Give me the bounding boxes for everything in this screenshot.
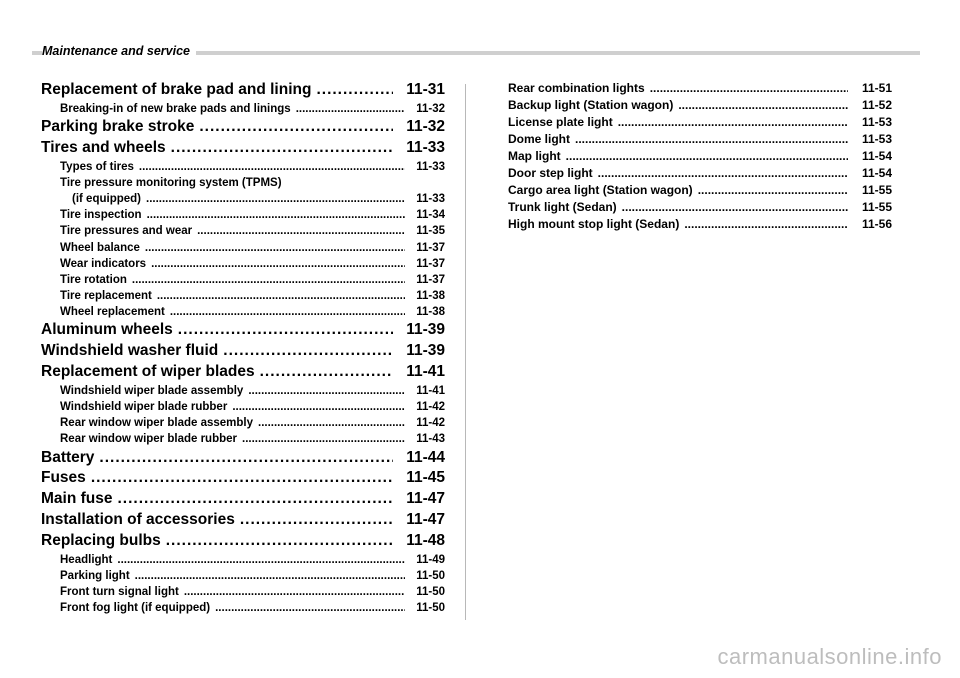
- toc-entry-title: High mount stop light (Sedan): [508, 217, 680, 231]
- toc-entry[interactable]: [41, 468, 445, 489]
- dot-leader: [684, 216, 848, 233]
- toc-entry[interactable]: [41, 207, 445, 223]
- toc-entry-title: Door step light: [508, 166, 593, 180]
- dot-leader: [197, 223, 405, 239]
- toc-entry-page: 11-45: [406, 469, 445, 487]
- toc-entry[interactable]: [508, 216, 892, 233]
- toc-entry-title: Parking light: [60, 569, 130, 582]
- toc-entry-title: Tire inspection: [60, 209, 142, 222]
- toc-entry-page: 11-38: [416, 290, 445, 303]
- toc-entry[interactable]: [508, 131, 892, 148]
- dot-leader: [91, 468, 393, 489]
- toc-entry-page: 11-41: [406, 363, 445, 381]
- toc-entry-title: Types of tires: [60, 160, 134, 173]
- dot-leader: [260, 362, 393, 383]
- dot-leader: [139, 159, 405, 175]
- toc-entry-title: Map light: [508, 149, 561, 163]
- dot-leader: [258, 415, 405, 431]
- dot-leader: [650, 80, 848, 97]
- dot-leader: [166, 531, 393, 552]
- dot-leader: [145, 240, 405, 256]
- toc-right-column: [508, 80, 892, 233]
- watermark: carmanualsonline.info: [717, 644, 942, 669]
- dot-leader: [146, 191, 405, 207]
- toc-entry-page: 11-47: [406, 510, 445, 528]
- dot-leader: [566, 148, 848, 165]
- toc-entry-page: 11-42: [416, 401, 445, 414]
- toc-entry-page: 11-50: [416, 585, 445, 598]
- toc-entry-page: 11-52: [861, 98, 892, 112]
- toc-entry-page: 11-51: [861, 81, 892, 95]
- dot-leader: [199, 117, 393, 138]
- toc-entry[interactable]: [41, 552, 445, 568]
- dot-leader: [575, 131, 848, 148]
- toc-entry-page: 11-37: [416, 257, 445, 270]
- dot-leader: [117, 552, 405, 568]
- toc-entry-title: Backup light (Station wagon): [508, 98, 674, 112]
- toc-entry-title: Main fuse: [41, 490, 113, 508]
- toc-entry[interactable]: [508, 199, 892, 216]
- toc-entry-title: Front turn signal light: [60, 585, 179, 598]
- toc-entry-page: 11-53: [861, 115, 892, 129]
- dot-leader: [296, 101, 405, 117]
- toc-entry-page: 11-37: [416, 241, 445, 254]
- column-divider: [465, 84, 466, 620]
- toc-entry-title: Rear combination lights: [508, 81, 645, 95]
- toc-entry-title: Fuses: [41, 469, 86, 487]
- toc-entry-title: Replacing bulbs: [41, 531, 161, 549]
- toc-entry-page: 11-44: [406, 448, 445, 466]
- toc-entry-page: 11-53: [861, 132, 892, 146]
- toc-entry[interactable]: [41, 383, 445, 399]
- toc-entry[interactable]: [41, 399, 445, 415]
- dot-leader: [132, 272, 405, 288]
- toc-entry-title: Replacement of wiper blades: [41, 363, 255, 381]
- dot-leader: [248, 383, 405, 399]
- toc-entry-title: Aluminum wheels: [41, 321, 173, 339]
- toc-entry-page: 11-32: [406, 117, 445, 135]
- toc-entry[interactable]: [41, 568, 445, 584]
- dot-leader: [157, 288, 405, 304]
- toc-entry[interactable]: [41, 489, 445, 510]
- toc-entry-title: Battery: [41, 448, 95, 466]
- toc-entry[interactable]: [41, 159, 445, 175]
- toc-entry-page: 11-47: [406, 490, 445, 508]
- toc-entry[interactable]: [508, 165, 892, 182]
- toc-entry[interactable]: [41, 431, 445, 447]
- dot-leader: [135, 568, 405, 584]
- toc-entry-title: License plate light: [508, 115, 613, 129]
- toc-entry-title: (if equipped): [72, 192, 141, 205]
- toc-entry-page: 11-50: [416, 569, 445, 582]
- dot-leader: [147, 207, 405, 223]
- toc-entry-page: 11-41: [416, 384, 445, 397]
- toc-entry-page: 11-48: [406, 531, 445, 549]
- dot-leader: [117, 489, 393, 510]
- toc-entry-title: Front fog light (if equipped): [60, 602, 211, 615]
- section-title: Maintenance and service: [42, 44, 196, 58]
- toc-entry-page: 11-32: [416, 102, 445, 115]
- toc-entry-page: 11-50: [416, 602, 445, 615]
- toc-entry-title: Trunk light (Sedan): [508, 200, 617, 214]
- dot-leader: [618, 114, 848, 131]
- toc-entry-page: 11-31: [406, 81, 445, 98]
- dot-leader: [598, 165, 848, 182]
- toc-entry-page: 11-42: [416, 417, 445, 430]
- toc-entry-page: 11-55: [861, 183, 892, 197]
- dot-leader: [170, 304, 405, 320]
- dot-leader: [184, 584, 405, 600]
- toc-entry-title: Installation of accessories: [41, 510, 235, 528]
- toc-entry[interactable]: [41, 448, 445, 469]
- toc-entry-page: 11-35: [416, 225, 445, 238]
- toc-entry-title: Replacement of brake pad and lining: [41, 81, 312, 98]
- toc-entry[interactable]: [41, 584, 445, 600]
- toc-entry[interactable]: [41, 272, 445, 288]
- toc-entry-title: Tire pressure monitoring system (TPMS): [60, 176, 282, 189]
- dot-leader: [178, 320, 393, 341]
- toc-entry[interactable]: [41, 415, 445, 431]
- dot-leader: [151, 256, 405, 272]
- toc-entry-title: Wheel replacement: [60, 306, 165, 319]
- toc-entry-title: Headlight: [60, 553, 113, 566]
- toc-entry-page: 11-54: [861, 149, 892, 163]
- toc-entry[interactable]: [41, 223, 445, 239]
- toc-entry[interactable]: [41, 320, 445, 341]
- toc-entry-page: 11-39: [406, 342, 445, 360]
- toc-entry-page: 11-43: [416, 433, 445, 446]
- toc-entry[interactable]: [41, 288, 445, 304]
- toc-entry[interactable]: [41, 531, 445, 552]
- toc-entry-title: Tire pressures and wear: [60, 225, 193, 238]
- dot-leader: [240, 510, 393, 531]
- toc-entry-title: Parking brake stroke: [41, 117, 195, 135]
- toc-entry-title: Wheel balance: [60, 241, 140, 254]
- toc-entry-page: 11-33: [416, 192, 445, 205]
- toc-entry[interactable]: [41, 175, 445, 191]
- toc-entry-page: 11-55: [861, 200, 892, 214]
- toc-entry-page: 11-34: [416, 209, 445, 222]
- toc-entry[interactable]: [41, 600, 445, 616]
- toc-entry[interactable]: [508, 148, 892, 165]
- toc-entry[interactable]: [41, 240, 445, 256]
- toc-entry-page: 11-33: [406, 138, 445, 156]
- toc-entry-title: Breaking-in of new brake pads and linings: [60, 102, 291, 115]
- toc-entry[interactable]: [41, 304, 445, 320]
- dot-leader: [99, 448, 393, 469]
- dot-leader: [171, 138, 393, 159]
- toc-entry[interactable]: [41, 510, 445, 531]
- toc-entry[interactable]: [41, 138, 445, 159]
- dot-leader: [232, 399, 405, 415]
- toc-entry-title: Rear window wiper blade assembly: [60, 417, 254, 430]
- dot-leader: [678, 97, 848, 114]
- dot-leader: [622, 199, 848, 216]
- toc-entry-page: 11-49: [416, 553, 445, 566]
- toc-entry-page: 11-33: [416, 160, 445, 173]
- toc-entry[interactable]: [508, 97, 892, 114]
- toc-entry[interactable]: [41, 80, 445, 101]
- toc-entry[interactable]: [41, 362, 445, 383]
- toc-entry-page: 11-37: [416, 273, 445, 286]
- toc-entry-title: Wear indicators: [60, 257, 147, 270]
- toc-entry[interactable]: [508, 114, 892, 131]
- toc-entry-title: Windshield wiper blade assembly: [60, 384, 244, 397]
- toc-entry-title: Tire replacement: [60, 290, 152, 303]
- toc-entry[interactable]: [508, 80, 892, 97]
- toc-entry-title: Tire rotation: [60, 273, 127, 286]
- toc-entry-title: Rear window wiper blade rubber: [60, 433, 238, 446]
- toc-entry[interactable]: [41, 256, 445, 272]
- dot-leader: [242, 431, 405, 447]
- dot-leader: [223, 341, 393, 362]
- dot-leader: [698, 182, 848, 199]
- toc-entry[interactable]: [508, 182, 892, 199]
- toc-entry-page: 11-39: [406, 321, 445, 339]
- toc-entry[interactable]: [41, 191, 445, 207]
- toc-entry-page: 11-54: [861, 166, 892, 180]
- toc-left-column: [41, 80, 445, 616]
- toc-entry[interactable]: [41, 101, 445, 117]
- toc-entry-page: 11-56: [861, 217, 892, 231]
- toc-entry[interactable]: [41, 117, 445, 138]
- dot-leader: [316, 80, 393, 101]
- dot-leader: [215, 600, 405, 616]
- toc-entry-title: Windshield washer fluid: [41, 342, 219, 360]
- toc-entry-title: Dome light: [508, 132, 570, 146]
- toc-entry-title: Cargo area light (Station wagon): [508, 183, 693, 197]
- toc-entry[interactable]: [41, 341, 445, 362]
- toc-entry-title: Tires and wheels: [41, 138, 166, 156]
- toc-entry-page: 11-38: [416, 306, 445, 319]
- toc-entry-title: Windshield wiper blade rubber: [60, 401, 228, 414]
